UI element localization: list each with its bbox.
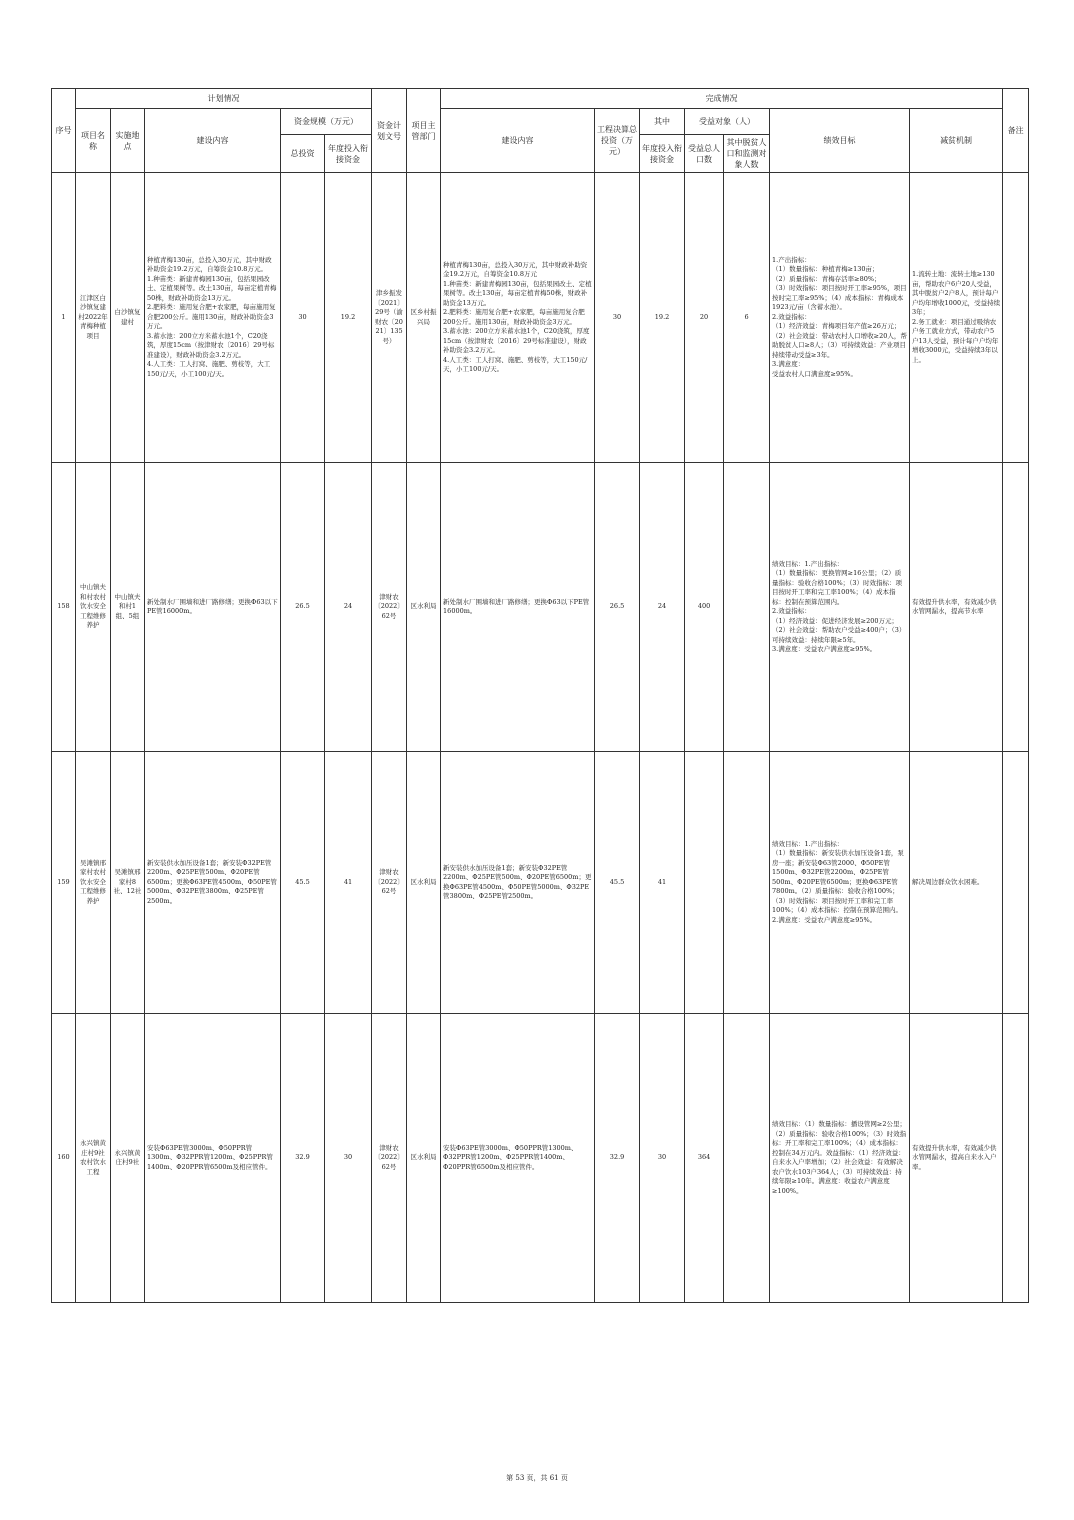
header-done-annual: 年度投入衔接资金 bbox=[640, 135, 685, 173]
cell-final-invest: 45.5 bbox=[595, 752, 640, 1014]
header-perf: 绩效目标 bbox=[770, 109, 910, 173]
cell-final-invest: 26.5 bbox=[595, 463, 640, 752]
cell-done-content: 新处制水厂围墙和进厂路修缮；更换Φ63以下PE管16000m。 bbox=[441, 463, 595, 752]
header-plan-content: 建设内容 bbox=[145, 109, 281, 173]
cell-seq: 159 bbox=[52, 752, 76, 1014]
cell-benef-poor bbox=[724, 463, 770, 752]
header-total-invest: 总投资 bbox=[281, 135, 325, 173]
cell-fund-doc: 津财农〔2022〕62号 bbox=[372, 463, 407, 752]
cell-project-name: 中山镇夫和村农村饮水安全工程维修养护 bbox=[76, 463, 111, 752]
header-location: 实施地点 bbox=[111, 109, 145, 173]
cell-perf: 绩效目标：1.产出指标： （1）数量指标：更换管网≥16公里；（2）质量指标：验收合格100%；（3）时效指标：项目按时开工率和完工率100%；（4）成本指标：控制在预算范围内。 2.效益指标： （1）经济效益：促进经济发展≥200万元；（2）社会效益：帮助农户受益≥400户；（3）可持续效益：持续年限≥5年。 3.满意度：受益农户满意度≥95%。 bbox=[770, 463, 910, 752]
cell-fund-doc: 津财农〔2022〕62号 bbox=[372, 752, 407, 1014]
header-beneficiary: 受益对象（人） bbox=[685, 109, 770, 135]
cell-seq: 1 bbox=[52, 173, 76, 463]
header-done-content: 建设内容 bbox=[441, 109, 595, 173]
cell-annual-funds: 30 bbox=[325, 1014, 372, 1303]
cell-done-content: 新安装供水加压设备1套；新安装Φ32PE管2200m、Φ25PE管500m、Φ20PE管6500m；更换Φ63PE管4500m、Φ50PE管5000m、Φ32PE管3800m、Φ25PE管2500m。 bbox=[441, 752, 595, 1014]
header-remark: 备注 bbox=[1003, 89, 1029, 173]
cell-location: 中山镇夫和村1组、5组 bbox=[111, 463, 145, 752]
table-row bbox=[52, 1014, 1029, 1303]
cell-total-invest: 45.5 bbox=[281, 752, 325, 1014]
cell-fund-doc: 津乡振发〔2021〕29号（渝财农〔2021〕135号） bbox=[372, 173, 407, 463]
header-done-group: 完成情况 bbox=[441, 89, 1003, 109]
cell-plan-content: 新安装供水加压设备1套；新安装Φ32PE管2200m、Φ25PE管500m、Φ20PE管6500m；更换Φ63PE管4500m、Φ50PE管5000m、Φ32PE管3800m、Φ25PE管2500m。 bbox=[145, 752, 281, 1014]
cell-annual-funds: 19.2 bbox=[325, 173, 372, 463]
cell-project-name: 永兴镇黄庄村9社农村饮水工程 bbox=[76, 1014, 111, 1303]
cell-benef-poor bbox=[724, 752, 770, 1014]
cell-annual-funds: 24 bbox=[325, 463, 372, 752]
cell-plan-content: 种植青梅130亩，总投入30万元，其中财政补助资金19.2万元，自筹资金10.8万元。 1.种苗类：新建青梅园130亩，包括果园改土、定植果树等。改土130亩，每亩定植青梅50株，财政补助资金13万元。 2.肥料类：施用复合肥+农家肥，每亩施用复合肥200公斤。施用130亩，财政补助资金3万元。 3.蓄水池：200立方米蓄水池1个，C20浇筑，厚度15cm（按津财农〔2016〕29号标准建设），财政补助资金3.2万元。 4.人工类：工人打窝、施肥、剪枝等，大工150元/天，小工100元/天。 bbox=[145, 173, 281, 463]
page-footer: 第 53 页，共 61 页 bbox=[506, 1474, 568, 1482]
header-benef-poor: 其中脱贫人口和监测对象人数 bbox=[724, 135, 770, 173]
cell-dept: 区水利局 bbox=[407, 1014, 441, 1303]
header-among: 其中 bbox=[640, 109, 685, 135]
header-fund-doc: 资金计划文号 bbox=[372, 89, 407, 173]
cell-benef-poor bbox=[724, 1014, 770, 1303]
cell-seq: 160 bbox=[52, 1014, 76, 1303]
cell-done-annual: 30 bbox=[640, 1014, 685, 1303]
cell-done-annual: 41 bbox=[640, 752, 685, 1014]
cell-done-content: 种植青梅130亩，总投入30万元，其中财政补助资金19.2万元，自筹资金10.8万元 1.种苗类：新建青梅园130亩，包括果园改土、定植果树等。改土130亩，每亩定植青梅50株，财政补助资金13万元。 2.肥料类：施用复合肥+农家肥，每亩施用复合肥200公斤。施用130亩，财政补助资金3万元。 3.蓄水池：200立方米蓄水池1个，C20浇筑，厚度15cm（按津财农〔2016〕29号标准建设），财政补助资金3.2万元。 4.人工类：工人打窝、施肥、剪枝等，大工150元/天，小工100元/天。 bbox=[441, 173, 595, 463]
cell-total-invest: 26.5 bbox=[281, 463, 325, 752]
cell-remark bbox=[1003, 752, 1029, 1014]
cell-remark bbox=[1003, 173, 1029, 463]
cell-plan-content: 安装Φ63PE管3000m、Φ50PPR管1300m、Φ32PPR管1200m、Φ25PPR管1400m、Φ20PPR管6500m及相应管件。 bbox=[145, 1014, 281, 1303]
cell-mechanism: 有效提升供水率，有效减少供水管网漏水，提高节水率 bbox=[910, 463, 1003, 752]
header-plan-group: 计划情况 bbox=[76, 89, 372, 109]
cell-remark bbox=[1003, 463, 1029, 752]
header-final-invest: 工程决算总投资（万元） bbox=[595, 109, 640, 173]
cell-location: 白沙镇复建村 bbox=[111, 173, 145, 463]
cell-mechanism: 有效提升供水率，有效减少供水管网漏水，提高自来水入户率。 bbox=[910, 1014, 1003, 1303]
cell-benef-poor: 6 bbox=[724, 173, 770, 463]
cell-done-annual: 24 bbox=[640, 463, 685, 752]
header-fund-scale: 资金规模（万元） bbox=[281, 109, 372, 135]
cell-dept: 区水利局 bbox=[407, 463, 441, 752]
cell-annual-funds: 41 bbox=[325, 752, 372, 1014]
cell-done-content: 安装Φ63PE管3000m、Φ50PPR管1300m、Φ32PPR管1200m、Φ25PPR管1400m、Φ20PPR管6500m及相应管件。 bbox=[441, 1014, 595, 1303]
cell-project-name: 江津区白沙镇复建村2022年青梅种植项目 bbox=[76, 173, 111, 463]
cell-benef-total: 400 bbox=[685, 463, 724, 752]
cell-dept: 区水利局 bbox=[407, 752, 441, 1014]
header-seq: 序号 bbox=[52, 89, 76, 173]
cell-plan-content: 新处制水厂围墙和进厂路修缮；更换Φ63以下PE管16000m。 bbox=[145, 463, 281, 752]
cell-perf: 绩效目标：（1）数量指标：播设管网≥2公里；（2）质量指标：验收合格100%；（3）时效指标：开工率和完工率100%；（4）成本指标：控制在34万元内。效益指标：（1）经济效益：自来水入户率增加；（2）社会效益：有效解决农户饮水103户364人；（3）可持续效益：持续年限≥10年。满意度：收益农户满意度≥100%。 bbox=[770, 1014, 910, 1303]
cell-total-invest: 30 bbox=[281, 173, 325, 463]
cell-total-invest: 32.9 bbox=[281, 1014, 325, 1303]
cell-perf: 1.产出指标： （1）数量指标：种植青梅≥130亩； （2）质量指标：青梅存活率≥80%； （3）时效指标：项目按时开工率≥95%，项目按时完工率≥95%；（4）成本指标：青梅成本1923元/亩（含蓄水池）。 2.效益指标： （1）经济效益：青梅项目年产值≥26万元；（2）社会效益：带动农村人口增收≥20人，帮助脱贫人口≥8人；（3）可持续效益：产业项目持续带动受益≥3年。 3.满意度： 受益农村人口满意度≥95%。 bbox=[770, 173, 910, 463]
cell-done-annual: 19.2 bbox=[640, 173, 685, 463]
table-row bbox=[52, 173, 1029, 463]
table-row bbox=[52, 463, 1029, 752]
cell-mechanism: 解决周边群众饮水困难。 bbox=[910, 752, 1003, 1014]
cell-dept: 区乡村振兴局 bbox=[407, 173, 441, 463]
cell-fund-doc: 津财农〔2022〕62号 bbox=[372, 1014, 407, 1303]
header-mechanism: 减贫机制 bbox=[910, 109, 1003, 173]
table-row bbox=[52, 752, 1029, 1014]
header-benef-total: 受益总人口数 bbox=[685, 135, 724, 173]
header-dept: 项目主管部门 bbox=[407, 89, 441, 173]
cell-location: 吴滩镇邢家村8社、12社 bbox=[111, 752, 145, 1014]
cell-seq: 158 bbox=[52, 463, 76, 752]
cell-mechanism: 1.流转土地：流转土地≥130亩，帮助农户6户20人受益，其中脱贫户2户8人，预计每户户均年增收1000元，受益持续3年； 2.务工就业：项目通过吸纳农户务工就业方式，带动农户5户13人受益，预计每户户均年增收3000元，受益持续3年以上。 bbox=[910, 173, 1003, 463]
header-annual-funds: 年度投入衔接资金 bbox=[325, 135, 372, 173]
cell-remark bbox=[1003, 1014, 1029, 1303]
cell-benef-total bbox=[685, 752, 724, 1014]
cell-project-name: 吴滩镇邢家村农村饮水安全工程维修养护 bbox=[76, 752, 111, 1014]
cell-final-invest: 32.9 bbox=[595, 1014, 640, 1303]
cell-benef-total: 364 bbox=[685, 1014, 724, 1303]
project-table bbox=[51, 88, 1029, 1303]
cell-perf: 绩效目标：1.产出指标： （1）数量指标：新安装供水加压设备1套，泵房一座；新安装Φ63管2000、Φ50PE管1500m、Φ32PE管2200m、Φ25PE管500m、Φ20PE管6500m；更换Φ63PE管7800m。（2）质量指标：验收合格100%；（3）时效指标：项目按时开工率和完工率100%；（4）成本指标：控制在预算范围内。 2.满意度：受益农户满意度≥95%。 bbox=[770, 752, 910, 1014]
header-project-name: 项目名称 bbox=[76, 109, 111, 173]
cell-location: 永兴镇黄庄村9社 bbox=[111, 1014, 145, 1303]
cell-final-invest: 30 bbox=[595, 173, 640, 463]
cell-benef-total: 20 bbox=[685, 173, 724, 463]
